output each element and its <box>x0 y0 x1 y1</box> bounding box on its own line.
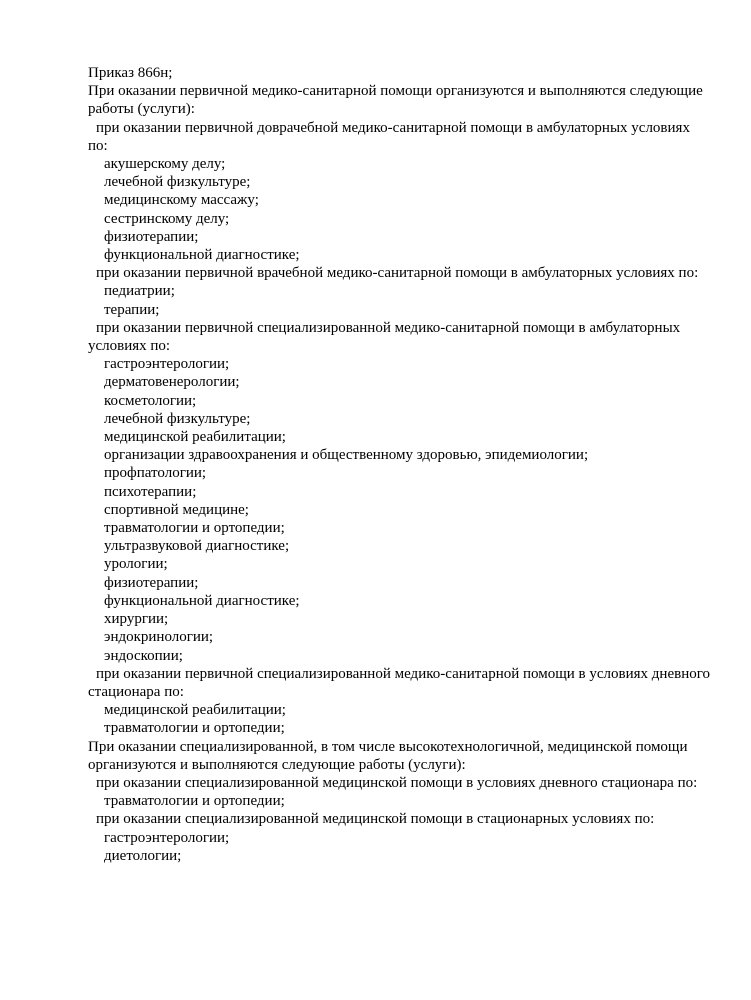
list-item: функциональной диагностике; <box>104 592 300 609</box>
list-item: медицинской реабилитации; <box>104 429 286 446</box>
group-subheading: при оказании первичной специализированной медико-санитарной помощи в условиях дневного стационара по: <box>88 665 710 700</box>
list-item: гастроэнтерологии; <box>104 356 230 373</box>
list-item: травматологии и ортопедии; <box>104 720 285 737</box>
group-subheading: при оказании специализированной медицинской помощи в стационарных условиях по: <box>96 811 655 828</box>
list-item: эндокринологии; <box>104 629 214 646</box>
group-subheading: при оказании первичной специализированной медико-санитарной помощи в амбулаторных условиях по: <box>88 319 681 355</box>
group-subheading: при оказании первичной доврачебной медико-санитарной помощи в амбулаторных условиях по: <box>88 119 690 154</box>
list-item: физиотерапии; <box>104 574 199 591</box>
list-item: медицинской реабилитации; <box>104 702 286 719</box>
list-item: сестринскому делу; <box>104 210 230 227</box>
group-subheading: при оказании первичной врачебной медико-санитарной помощи в амбулаторных условиях по: <box>96 265 699 282</box>
document-title: Приказ 866н; <box>88 65 173 81</box>
list-item: ультразвуковой диагностике; <box>104 538 290 555</box>
list-item: терапии; <box>104 301 160 318</box>
list-item: физиотерапии; <box>104 228 199 245</box>
list-item: гастроэнтерологии; <box>104 829 230 846</box>
list-item: лечебной физкультуре; <box>104 174 251 191</box>
list-item: спортивной медицине; <box>104 501 249 518</box>
section-heading: При оказании первичной медико-санитарной помощи организуются и выполняются следующие работы (услуги): <box>88 83 703 118</box>
list-item: урологии; <box>104 556 168 573</box>
list-item: профпатологии; <box>104 465 207 482</box>
list-item: педиатрии; <box>104 283 175 300</box>
document-body <box>88 64 712 865</box>
list-item: травматологии и ортопедии; <box>104 520 285 537</box>
list-item: хирургии; <box>104 611 169 628</box>
list-item: медицинскому массажу; <box>104 192 259 209</box>
list-item: дерматовенерологии; <box>104 374 240 391</box>
list-item: психотерапии; <box>104 483 197 500</box>
list-item: травматологии и ортопедии; <box>104 793 285 810</box>
list-item: лечебной физкультуре; <box>104 410 251 427</box>
list-item: акушерскому делу; <box>104 156 226 173</box>
group-subheading: при оказании специализированной медицинской помощи в условиях дневного стационара по: <box>96 774 698 791</box>
list-item: функциональной диагностике; <box>104 247 300 264</box>
list-item: организации здравоохранения и общественному здоровью, эпидемиологии; <box>104 447 589 464</box>
list-item: диетологии; <box>104 847 182 864</box>
section-heading: При оказании специализированной, в том числе высокотехнологичной, медицинской помощи организуются и выполняются следующие работы (услуги): <box>88 738 688 773</box>
list-item: косметологии; <box>104 392 197 409</box>
list-item: эндоскопии; <box>104 647 183 664</box>
